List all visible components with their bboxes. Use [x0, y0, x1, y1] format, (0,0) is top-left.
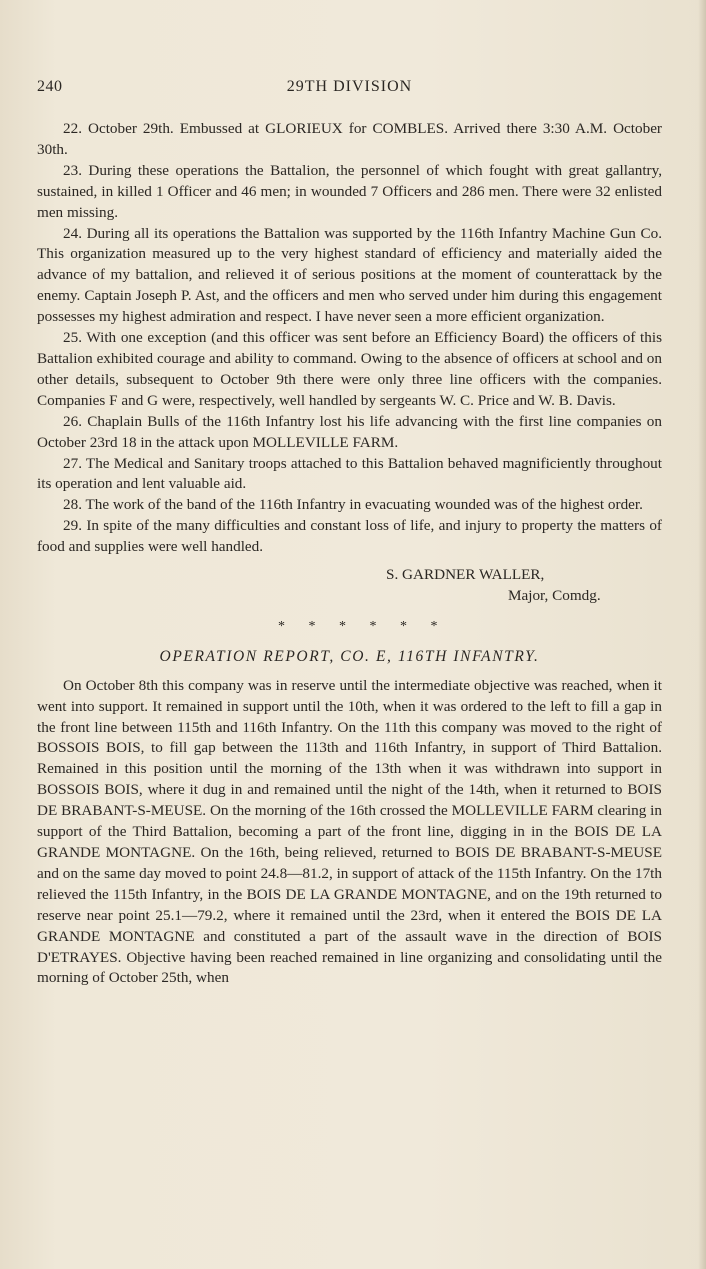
signature-title: Major, Comdg.	[508, 586, 601, 604]
running-head: 29TH DIVISION	[286, 78, 413, 95]
narrative-paragraph: On October 8th this company was in reserve until the intermediate objective was reached, when it went into support. It remained in support until the 10th, when it was ordered to the left to fill a gap in the front line between 115th and 116th Infantry. On the 11th this company was moved to the right of BOSSOIS BOIS, to fill gap between the 113th and 116th Infantry, in support of Third Battalion. Remained in this position until the morning of the 13th when it was withdrawn into support in BOSSOIS BOIS, where it dug in and remained until the night of the 14th, when it returned to BOIS DE BRABANT-S-MEUSE. On the morning of the 16th crossed the MOLLEVILLE FARM clearing in support of the Third Battalion, becoming a part of the front line, digging in in the BOIS DE LA GRANDE MONTAGNE. On the 16th, being relieved, returned to BOIS DE BRABANT-S-MEUSE and on the same day moved to point 24.8—81.2, in support of attack of the 115th Infantry. On the 17th relieved the 115th Infantry, in the BOIS DE LA GRANDE MONTAGNE, and on the 19th returned to reserve near point 25.1—79.2, where it remained until the 23rd, when it entered the BOIS DE LA GRANDE MONTAGNE and constituted a part of the assault wave in the direction of BOIS D'ETRAYES. Objective having been reached remained in line organizing and consolidating until the morning of October 25th, when	[37, 676, 662, 987]
paragraph-29: 29. In spite of the many difficulties and constant loss of life, and injury to property the matters of food and supplies were well handled.	[37, 517, 662, 556]
page-header	[37, 78, 662, 100]
paragraph-27: 27. The Medical and Sanitary troops attached to this Battalion behaved magnificiently throughout its operation and lent valuable aid.	[37, 454, 662, 493]
page-gutter-shadow	[698, 0, 706, 1269]
paragraph-24: 24. During all its operations the Battalion was supported by the 116th Infantry Machine Gun Co. This organization measured up to the very highest standard of efficiency and materially aided the advance of my battalion, and relieved it of serious positions at the moment of counterattack by the enemy. Captain Joseph P. Ast, and the officers and men who served under him during this engagement possesses my highest admiration and respect. I have never seen a more efficient organization.	[37, 224, 662, 326]
paragraph-28: 28. The work of the band of the 116th Infantry in evacuating wounded was of the highest order.	[63, 496, 643, 514]
signature-name: S. GARDNER WALLER,	[386, 566, 545, 584]
page-number: 240	[37, 78, 63, 95]
paragraph-23: 23. During these operations the Battalion, the personnel of which fought with great gallantry, sustained, in killed 1 Officer and 46 men; in wounded 7 Officers and 286 men. There were 32 enlisted men missing.	[37, 161, 662, 221]
paragraph-25: 25. With one exception (and this officer was sent before an Efficiency Board) the officers of this Battalion exhibited courage and ability to command. Owing to the absence of officers at school and on other details, subsequent to October 9th there were only three line officers with the companies. Companies F and G were, respectively, well handled by sergeants W. C. Price and W. B. Davis.	[37, 329, 662, 409]
section-separator: * * * * * *	[278, 618, 448, 634]
narrative-block	[37, 676, 662, 990]
page-body	[37, 119, 662, 989]
paragraph-22: 22. October 29th. Embussed at GLORIEUX for COMBLES. Arrived there 3:30 A.M. October 30th.	[37, 120, 662, 158]
paragraph-26: 26. Chaplain Bulls of the 116th Infantry lost his life advancing with the first line companies on October 23rd 18 in the attack upon MOLLEVILLE FARM.	[37, 412, 662, 451]
section-title: OPERATION REPORT, CO. E, 116TH INFANTRY.	[159, 647, 540, 665]
